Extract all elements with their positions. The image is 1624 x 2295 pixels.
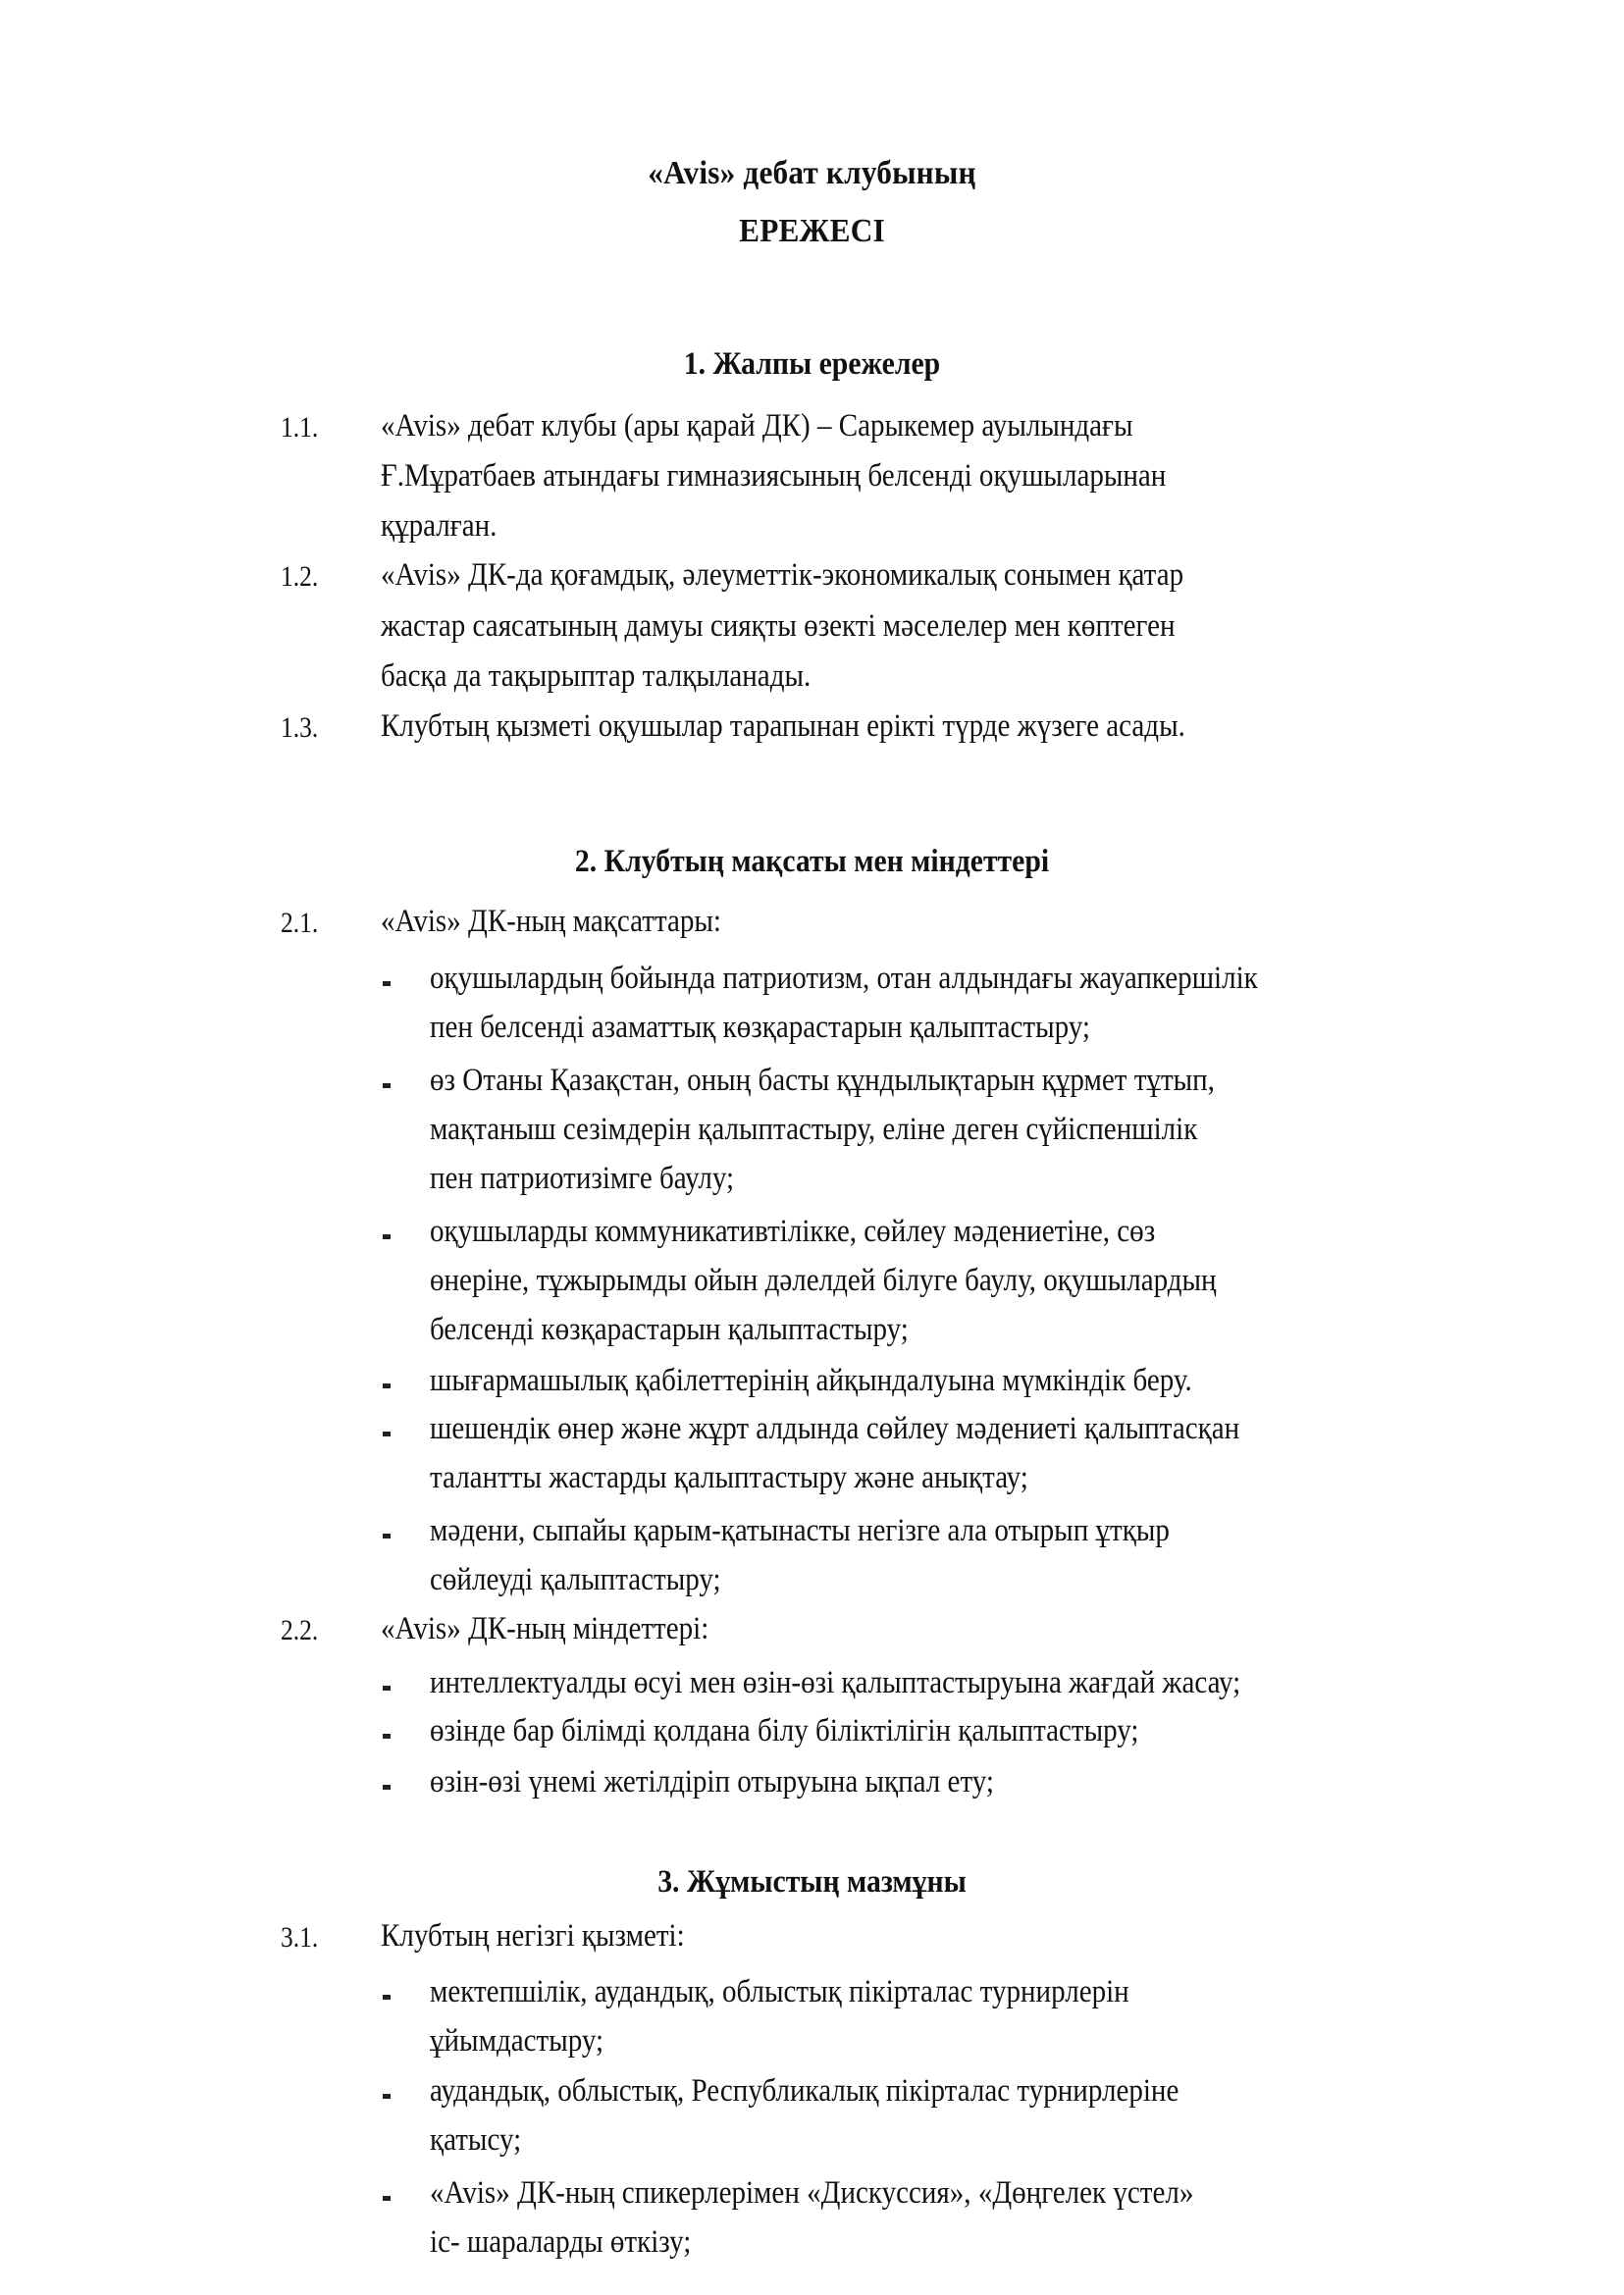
bullet-text: қатысу; bbox=[430, 2122, 522, 2158]
bullet-text: сөйлеуді қалыптастыру; bbox=[430, 1562, 721, 1597]
bullet-text: өз Отаны Қазақстан, оның басты құндылықтарын құрмет тұтып, bbox=[430, 1063, 1215, 1098]
bullet-text: аудандық, облыстық, Республикалық пікірталас турнирлеріне bbox=[430, 2073, 1179, 2109]
section-heading-2: 2. Клубтың мақсаты мен міндеттері bbox=[574, 844, 1050, 879]
bullet-text: оқушыларды коммуникативтілікке, сөйлеу мәдениетіне, сөз bbox=[430, 1214, 1156, 1249]
bullet-text: пен белсенді азаматтық көзқарастарын қалыптастыру; bbox=[430, 1010, 1090, 1045]
item-number: 2.2. bbox=[281, 1614, 319, 1646]
item-text: құралған. bbox=[381, 508, 498, 544]
bullet-marker bbox=[383, 2196, 391, 2201]
section-heading-1: 1. Жалпы ережелер bbox=[683, 346, 941, 382]
bullet-text: «Avis» ДК-ның спикерлерімен «Дискуссия», «Дөңгелек үстел» bbox=[430, 2175, 1194, 2211]
item-text: Клубтың қызметі оқушылар тарапынан ерікті түрде жүзеге асады. bbox=[381, 708, 1185, 744]
item-text: басқа да тақырыптар талқыланады. bbox=[381, 658, 812, 694]
bullet-text: мақтаныш сезімдерін қалыптастыру, еліне деген сүйіспеншілік bbox=[430, 1112, 1198, 1147]
bullet-text: пен патриотизімге баулу; bbox=[430, 1161, 735, 1196]
bullet-marker bbox=[383, 1785, 391, 1790]
document-subtitle: ЕРЕЖЕСІ bbox=[739, 213, 885, 249]
item-text: «Avis» ДК-да қоғамдық, әлеуметтік-экономикалық сонымен қатар bbox=[381, 557, 1184, 593]
bullet-text: өзін-өзі үнемі жетілдіріп отыруына ықпал ету; bbox=[430, 1764, 994, 1799]
item-text: «Avis» ДК-ның мақсаттары: bbox=[381, 904, 721, 939]
item-number: 3.1. bbox=[281, 1921, 319, 1954]
section-heading-3: 3. Жұмыстың мазмұны bbox=[657, 1864, 967, 1900]
bullet-text: интеллектуалды өсуі мен өзін-өзі қалыптастыруына жағдай жасау; bbox=[430, 1665, 1241, 1700]
bullet-marker bbox=[383, 1383, 391, 1388]
bullet-text: белсенді көзқарастарын қалыптастыру; bbox=[430, 1312, 909, 1347]
bullet-text: өнеріне, тұжырымды ойын дәлелдей білуге баулу, оқушылардың bbox=[430, 1263, 1217, 1298]
bullet-text: оқушылардың бойында патриотизм, отан алдындағы жауапкершілік bbox=[430, 961, 1258, 996]
bullet-text: іс- шараларды өткізу; bbox=[430, 2224, 692, 2260]
bullet-marker bbox=[383, 1686, 391, 1691]
bullet-text: мектепшілік, аудандық, облыстық пікірталас турнирлерін bbox=[430, 1974, 1129, 2009]
bullet-text: ұйымдастыру; bbox=[430, 2023, 604, 2059]
bullet-marker bbox=[383, 1995, 391, 2000]
item-text: жастар саясатының дамуы сияқты өзекті мәселелер мен көптеген bbox=[381, 608, 1176, 644]
bullet-marker bbox=[383, 2094, 391, 2099]
item-text: Клубтың негізгі қызметі: bbox=[381, 1918, 685, 1954]
item-number: 1.1. bbox=[281, 411, 319, 443]
item-number: 1.2. bbox=[281, 560, 319, 593]
document-title: «Avis» дебат клубының bbox=[648, 155, 976, 191]
item-number: 2.1. bbox=[281, 907, 319, 939]
bullet-marker bbox=[383, 981, 391, 986]
bullet-text: талантты жастарды қалыптастыру және анықтау; bbox=[430, 1460, 1028, 1495]
bullet-marker bbox=[383, 1534, 391, 1539]
item-number: 1.3. bbox=[281, 711, 319, 744]
item-text: «Avis» ДК-ның міндеттері: bbox=[381, 1611, 709, 1646]
item-text: «Avis» дебат клубы (ары қарай ДК) – Сарыкемер ауылындағы bbox=[381, 408, 1133, 443]
item-text: Ғ.Мұратбаев атындағы гимназиясының белсенді оқушыларынан bbox=[381, 458, 1167, 494]
bullet-text: мәдени, сыпайы қарым-қатынасты негізге ала отырып ұтқыр bbox=[430, 1513, 1170, 1548]
bullet-text: өзінде бар білімді қолдана білу біліктілігін қалыптастыру; bbox=[430, 1713, 1139, 1748]
bullet-marker bbox=[383, 1734, 391, 1739]
bullet-marker bbox=[383, 1234, 391, 1239]
bullet-text: шешендік өнер және жұрт алдында сөйлеу мәдениеті қалыптасқан bbox=[430, 1411, 1240, 1446]
bullet-text: шығармашылық қабілеттерінің айқындалуына мүмкіндік беру. bbox=[430, 1363, 1192, 1398]
bullet-marker bbox=[383, 1432, 391, 1436]
bullet-marker bbox=[383, 1083, 391, 1088]
